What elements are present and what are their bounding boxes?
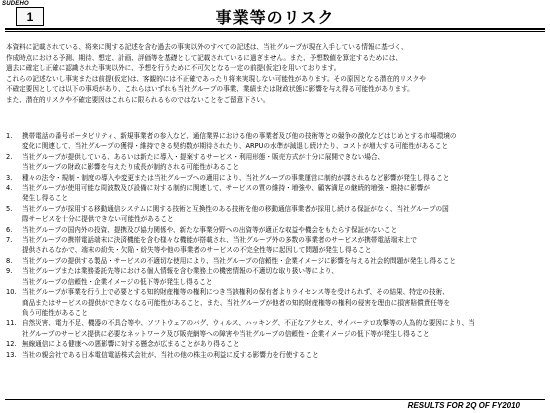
risk-item	[6, 225, 544, 235]
risk-item	[6, 287, 544, 318]
intro-paragraph: 本資料に記載されている、将来に関する記述を含む過去の事実以外のすべての記述は、当社グループが現在入手している情報に基づく、 作成時点における予測、期待、想定、計画、評価等を基礎として記載されているに過ぎません。また、予想数値を算定するためには、 過去に確定し正確に認識された事実以外に、予想を行うために不可欠となる一定の前提(仮定)を用いております。 これらの記述ないし事実または前提(仮定)は、客観的には不正確であったり将来実現しない可能性があります。その原因となる潜在的リスクや 不確定要因としては以下の事項があり、これらはいずれも当社グループの事業、業績または財政状態に影響を与え得る可能性があります。 また、潜在的リスクや不確定要因はこれらに限られるものではないことをご留意下さい。	[6, 43, 426, 104]
risk-item-text: 当社グループが採用する移動通信システムに関する技術と互換性のある技術を他の移動通信事業者が採用し続ける保証がなく、当社グループの国 際サービスを十分に提供できない可能性があること	[22, 204, 449, 224]
risk-item-text: 当社グループの国内外の投資、提携及び協力関係や、新たな事業分野への出資等が適正な収益や機会をもたらす保証がないこと	[22, 225, 398, 234]
risk-item-number: 10.	[6, 288, 17, 297]
risk-item-text: 当社グループの携帯電話端末に決済機能を含む様々な機能が搭載され、当社グループ外の多数の事業者のサービスが携帯電話端末上で 提供されるなかで、端末の紛失・欠陥・紛失等や他の事業者のサービスの不完全性等に起因して問題が発生し得ること	[22, 236, 417, 255]
risk-item-number: 8.	[6, 256, 13, 265]
risk-item	[6, 266, 544, 287]
footer-rule	[5, 399, 545, 400]
risk-item	[6, 318, 544, 339]
risk-item-text: 無線通信による健康への悪影響に対する懸念が広まることがあり得ること	[22, 340, 240, 349]
risk-item-text: 自然災害、電力不足、機器の不具合等や、ソフトウェアのバグ、ウィルス、ハッキング、不正なアクセス、サイバーテロ攻撃等の人為的な要因により、当 社グループのサービス提供に必要なネットワーク及び販売網等への障害や当社グループの信頼性・企業イメージの低下等が発生し得ること	[22, 319, 475, 338]
risk-item-number: 9.	[6, 267, 13, 276]
risk-item-text: 当社の親会社である日本電信電話株式会社が、当社の他の株主の利益に反する影響力を行使すること	[22, 350, 319, 359]
risk-item-number: 13.	[6, 350, 17, 359]
risk-item-number: 7.	[6, 236, 13, 245]
risk-item-number: 4.	[6, 184, 13, 193]
risk-item-text: 当社グループが提供している、あるいは新たに導入・提案するサービス・利用形態・販売方式が十分に展開できない場合、 当社グループの財政に影響を与えたり成長が制約される可能性があること	[22, 152, 385, 172]
risk-item	[6, 152, 544, 173]
risk-item-text: 当社グループが事業を行う上で必要とする知的財産権等の権利につき当該権利の保有者よりライセンス等を受けられず、その結果、特定の技術、 商品またはサービスの提供ができなくなる可能性があること、また、当社グループが他者の知的財産権等の権利の侵害を理由に損害賠償責任等を 負う可能性があること	[22, 288, 451, 317]
risk-item	[6, 183, 544, 204]
risk-item-text: 当社グループの提供する製品・サービスの不適切な使用により、当社グループの信頼性・企業イメージに影響を与える社会的問題が発生し得ること	[22, 256, 456, 265]
risk-item	[6, 256, 544, 266]
risk-item	[6, 350, 544, 360]
risk-item	[6, 339, 544, 349]
risk-item	[6, 204, 544, 225]
risk-item-number: 2.	[6, 152, 13, 161]
risk-item-number: 5.	[6, 204, 13, 213]
risk-item-text: 当社グループが使用可能な周波数及び設備に対する制約に関連して、サービスの質の維持・増強や、顧客満足の継続的増強・維持に影響が 発生し得ること	[22, 184, 431, 203]
title-rule-thick	[5, 28, 545, 30]
page-number: 1	[26, 9, 34, 24]
page-title: 事業等のリスク	[215, 8, 335, 27]
risk-item-number: 1.	[6, 132, 13, 140]
risk-item	[6, 131, 544, 152]
risk-item-number: 6.	[6, 225, 13, 234]
risk-item-text: 種々の法令・規制・制度の導入や変更または当社グループへの適用により、当社グループの事業運営に制約が課されるなど影響が発生し得ること	[22, 173, 450, 182]
risk-item-number: 12.	[6, 340, 17, 349]
risk-item-text: 当社グループまたは業務委託先等における個人情報を含む業務上の機密情報の不適切な取り扱い等により、 当社グループの信頼性・企業イメージの低下等が発生し得ること	[22, 267, 338, 286]
risk-item	[6, 235, 544, 256]
title-rule-thin	[5, 31, 545, 32]
risk-list	[6, 131, 544, 360]
risk-item-number: 11.	[6, 319, 17, 328]
risk-item-number: 3.	[6, 173, 13, 182]
slide-id: SUDEHO	[2, 1, 29, 7]
risk-item	[6, 173, 544, 183]
footer-label: RESULTS FOR 2Q OF FY2010	[407, 401, 520, 410]
risk-item-text: 携帯電話の番号ポータビリティ、新規事業者の参入など、通信業界における他の事業者及び他の技術等との競争の激化などはじめとする市場環境の 変化に関連して、当社グループの獲得・維持できる契約数が期待されたり、ARPUの水準が減退し続けたり、コストが増大する可能性があること	[22, 132, 457, 151]
